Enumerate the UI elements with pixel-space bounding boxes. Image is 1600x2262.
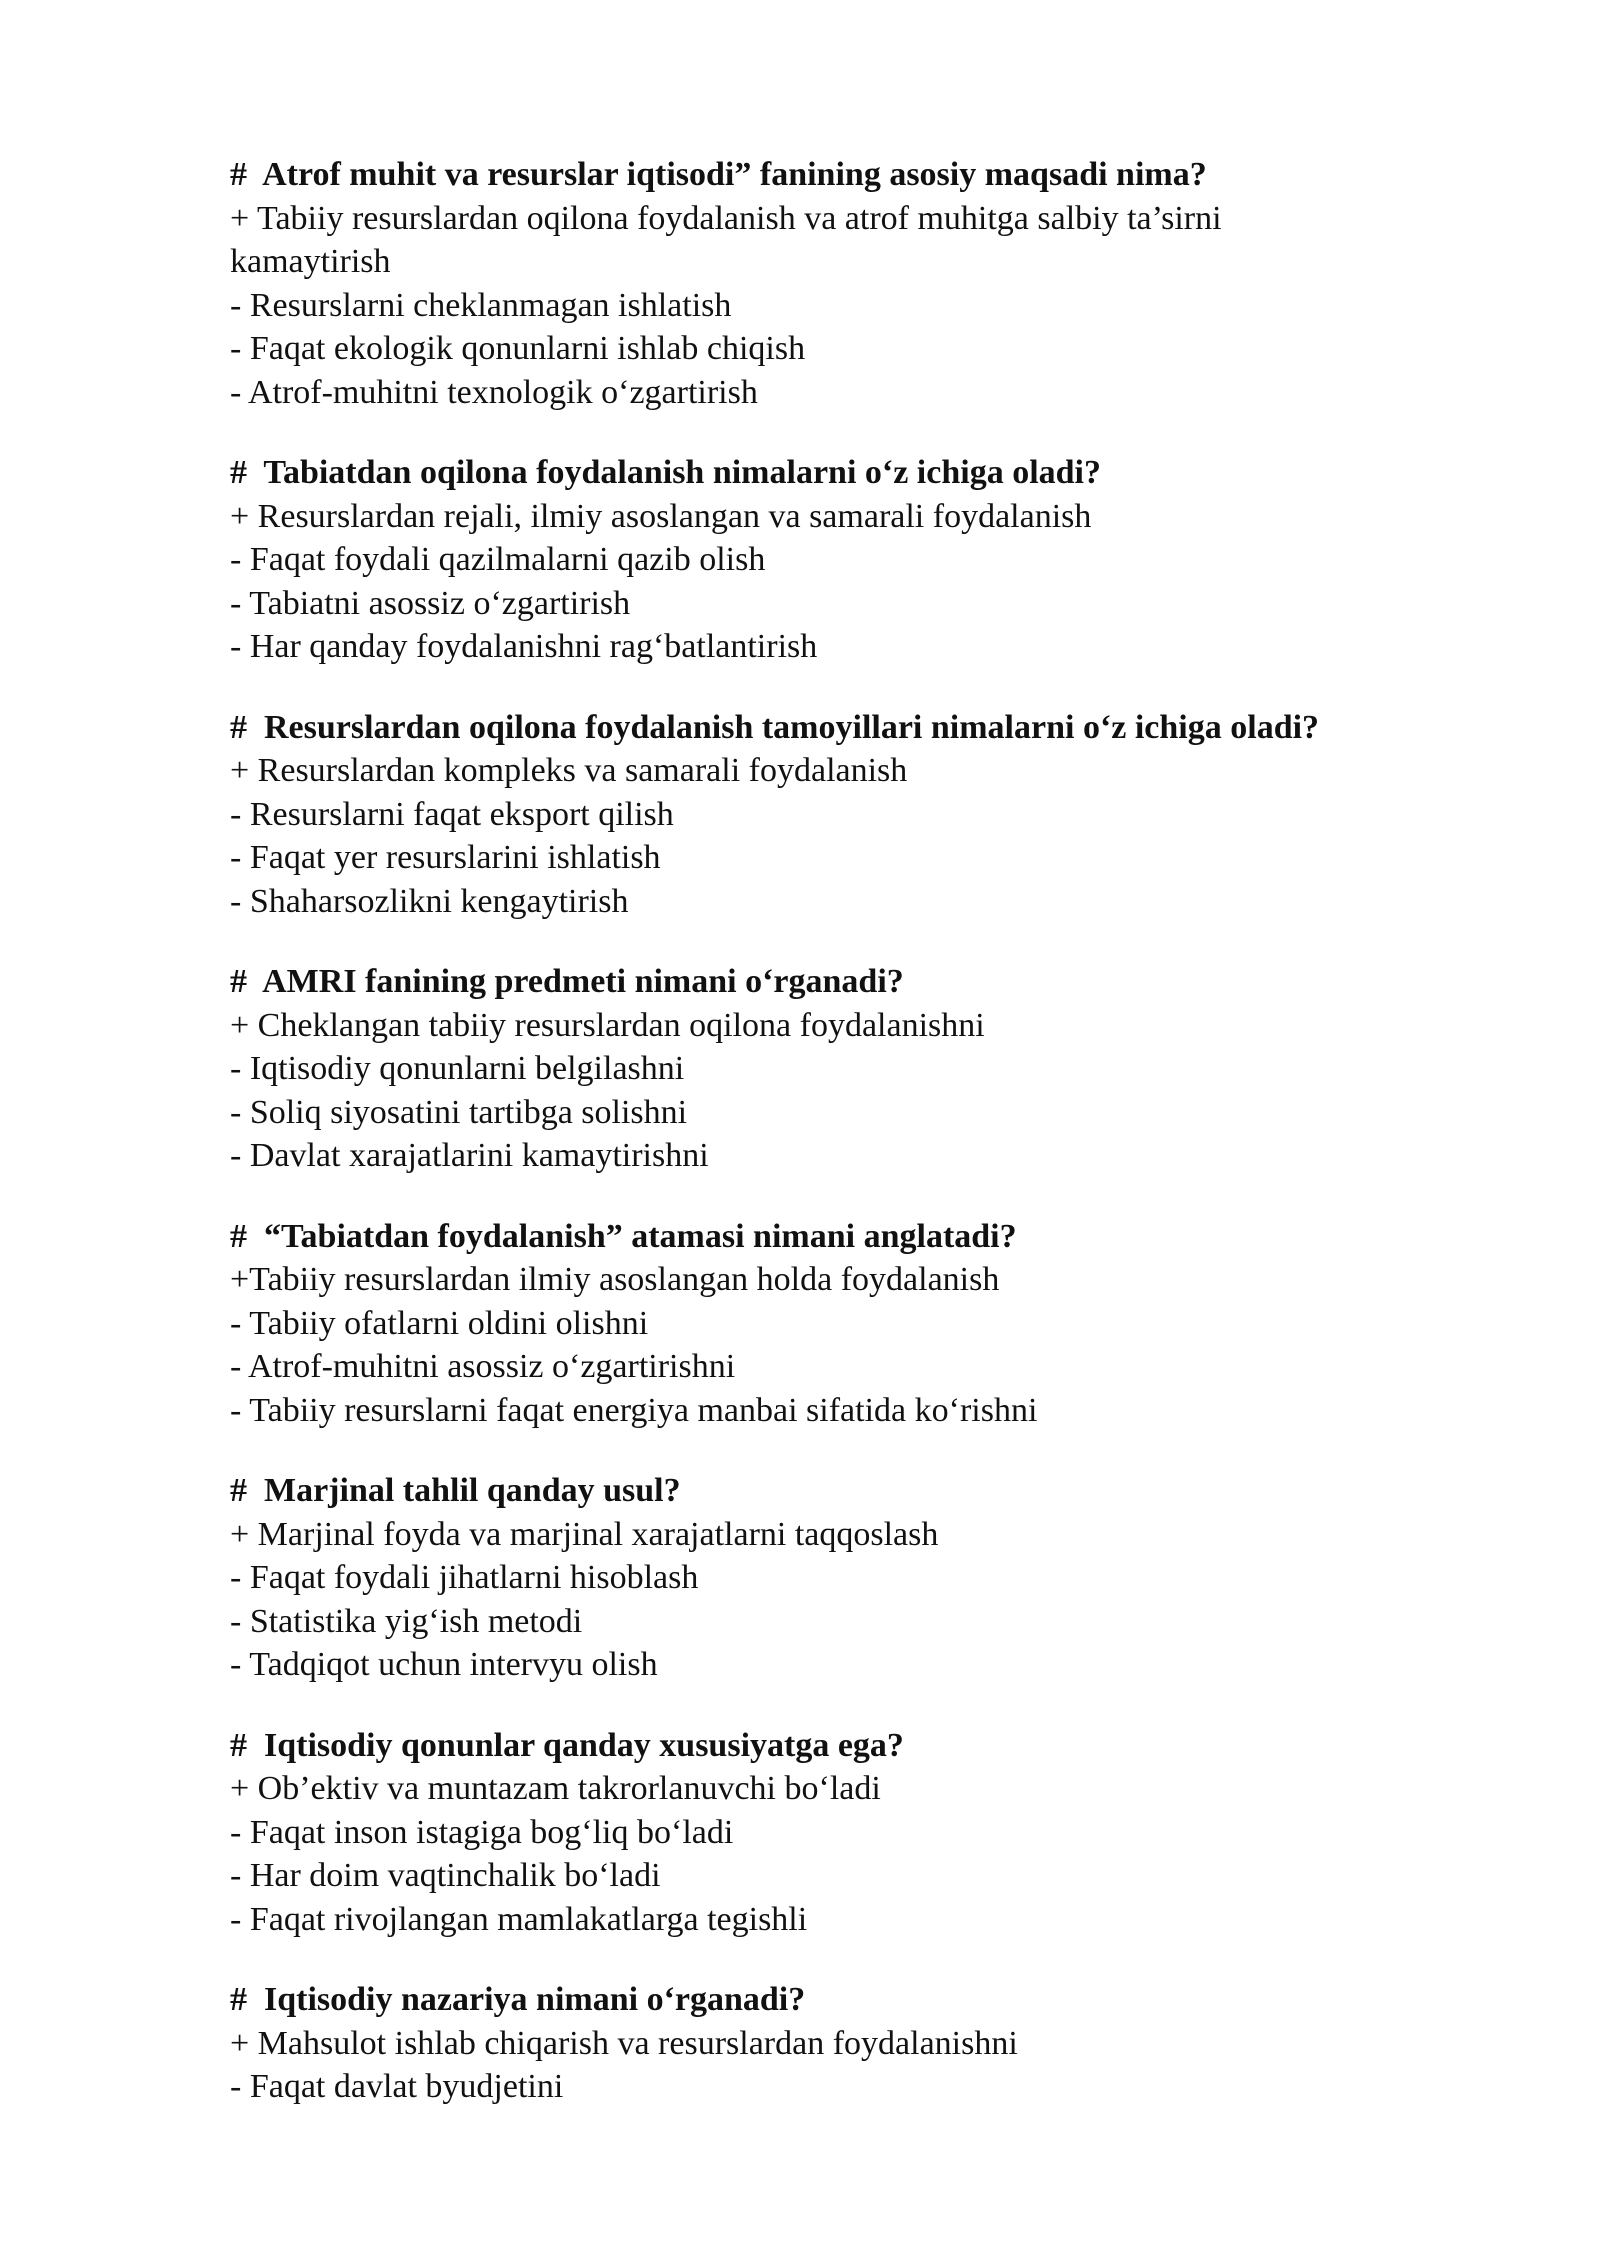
- question-marker: #: [230, 708, 264, 746]
- answer-option: - Atrof-muhitni asossiz o‘zgartirishni: [230, 1348, 736, 1385]
- answer-option: + Marjinal foyda va marjinal xarajatlarni taqqoslash: [230, 1515, 939, 1553]
- answer-option: - Har qanday foydalanishni rag‘batlantirish: [230, 628, 818, 665]
- question-block: [230, 1724, 1510, 1942]
- answer-option: - Faqat inson istagiga bog‘liq bo‘ladi: [230, 1813, 734, 1851]
- answer-option: +Tabiiy resurslardan ilmiy asoslangan holda foydalanish: [230, 1261, 1000, 1298]
- answer-option: - Faqat rivojlangan mamlakatlarga tegishli: [230, 1900, 808, 1938]
- question-text: # Atrof muhit va resurslar iqtisodi” fanining asosiy maqsadi nima?: [230, 156, 1207, 193]
- answer-option: - Tabiiy ofatlarni oldini olishni: [230, 1304, 649, 1342]
- answer-option: + Tabiiy resurslardan oqilona foydalanish va atrof muhitga salbiy ta’sirni kamaytirish: [230, 199, 1222, 280]
- answer-option: - Statistika yig‘ish metodi: [230, 1602, 583, 1640]
- question-text: # Resurslardan oqilona foydalanish tamoyillari nimalarni o‘z ichiga oladi?: [230, 708, 1320, 746]
- question-text: # Marjinal tahlil qanday usul?: [230, 1472, 681, 1509]
- question-block: [230, 1978, 1510, 2109]
- answer-option: - Resurslarni cheklanmagan ishlatish: [230, 286, 732, 324]
- question-block: [230, 451, 1510, 669]
- question-block: [230, 960, 1510, 1178]
- answer-option: - Soliq siyosatini tartibga solishni: [230, 1093, 688, 1131]
- answer-option: + Mahsulot ishlab chiqarish va resurslardan foydalanishni: [230, 2024, 1018, 2062]
- question-text: # Iqtisodiy nazariya nimani o‘rganadi?: [230, 1981, 806, 2018]
- answer-option: - Resurslarni faqat eksport qilish: [230, 795, 674, 833]
- answer-option: - Faqat yer resurslarini ishlatish: [230, 839, 661, 876]
- answer-option: - Atrof-muhitni texnologik o‘zgartirish: [230, 373, 758, 411]
- answer-option: - Iqtisodiy qonunlarni belgilashni: [230, 1050, 685, 1087]
- question-block: [230, 1469, 1510, 1687]
- answer-option: - Tadqiqot uchun intervyu olish: [230, 1646, 658, 1683]
- question-text: # “Tabiatdan foydalanish” atamasi nimani anglatadi?: [230, 1217, 1017, 1255]
- question-marker: #: [230, 1981, 264, 2018]
- answer-option: + Resurslardan rejali, ilmiy asoslangan va samarali foydalanish: [230, 497, 1092, 535]
- answer-option: - Faqat foydali jihatlarni hisoblash: [230, 1559, 699, 1596]
- answer-option: + Cheklangan tabiiy resurslardan oqilona foydalanishni: [230, 1006, 985, 1044]
- question-marker: #: [230, 963, 263, 1000]
- question-marker: #: [230, 1217, 264, 1255]
- question-block: [230, 1215, 1510, 1433]
- answer-option: - Faqat davlat byudjetini: [230, 2068, 564, 2105]
- question-marker: #: [230, 1726, 264, 1764]
- question-list: [230, 153, 1510, 2146]
- answer-option: - Davlat xarajatlarini kamaytirishni: [230, 1137, 709, 1174]
- answer-option: - Faqat ekologik qonunlarni ishlab chiqish: [230, 330, 806, 367]
- answer-option: + Resurslardan kompleks va samarali foydalanish: [230, 752, 908, 789]
- question-block: [230, 153, 1510, 414]
- answer-option: - Tabiiy resurslarni faqat energiya manbai sifatida ko‘rishni: [230, 1391, 1038, 1429]
- question-marker: #: [230, 454, 264, 491]
- question-text: # AMRI fanining predmeti nimani o‘rganadi?: [230, 963, 904, 1000]
- answer-option: - Tabiatni asossiz o‘zgartirish: [230, 584, 631, 622]
- question-marker: #: [230, 1472, 264, 1509]
- answer-option: - Har doim vaqtinchalik bo‘ladi: [230, 1857, 661, 1894]
- answer-option: - Shaharsozlikni kengaytirish: [230, 882, 629, 920]
- question-text: # Tabiatdan oqilona foydalanish nimalarni o‘z ichiga oladi?: [230, 454, 1102, 491]
- question-block: [230, 706, 1510, 924]
- question-marker: #: [230, 156, 263, 193]
- answer-option: + Ob’ektiv va muntazam takrorlanuvchi bo‘ladi: [230, 1770, 881, 1807]
- answer-option: - Faqat foydali qazilmalarni qazib olish: [230, 541, 766, 578]
- question-text: # Iqtisodiy qonunlar qanday xususiyatga ega?: [230, 1726, 904, 1764]
